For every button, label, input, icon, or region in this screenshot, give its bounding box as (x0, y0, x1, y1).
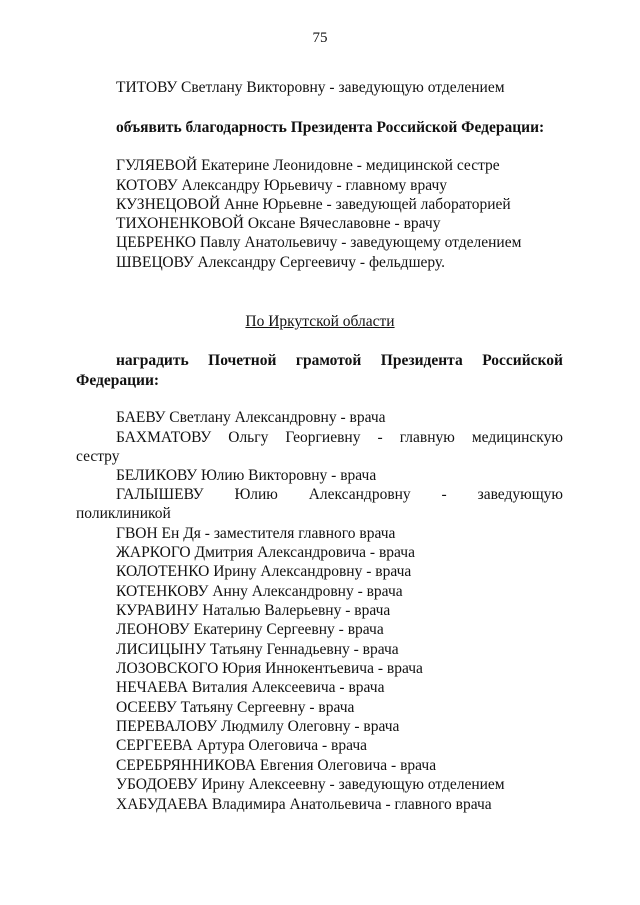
list-item: ТИХОНЕНКОВОЙ Оксане Вячеславовне - врачу (116, 215, 441, 232)
list-item: ПЕРЕВАЛОВУ Людмилу Олеговну - врача (116, 718, 400, 735)
gratitude-heading: объявить благодарность Президента Российской Федерации: (116, 119, 545, 136)
word: Почетной (208, 352, 277, 369)
word: медицинскую (471, 429, 563, 446)
word: заведующую (477, 486, 563, 503)
list-item: ОСЕЕВУ Татьяну Сергеевну - врача (116, 699, 355, 716)
word: - (377, 429, 383, 446)
page-number: 75 (312, 30, 328, 46)
word: ГАЛЫШЕВУ (116, 486, 204, 503)
list-item: ХАБУДАЕВА Владимира Анатольевича - главного врача (116, 796, 492, 813)
list-item: КОТОВУ Александру Юрьевичу - главному врачу (116, 177, 448, 194)
word: Юлию (234, 486, 278, 503)
word: Александровну (308, 486, 411, 503)
list-item: ЛИСИЦЫНУ Татьяну Геннадьевну - врача (116, 641, 399, 658)
word: наградить (116, 352, 189, 369)
list-item-line (116, 485, 563, 504)
list-item: КОЛОТЕНКО Ирину Александровну - врача (116, 563, 412, 580)
word: Президента (380, 352, 463, 369)
list-item: СЕРГЕЕВА Артура Олеговича - врача (116, 737, 368, 754)
word: Георгиевну (285, 429, 361, 446)
list-item-continuation: поликлиникой (76, 505, 171, 522)
word: Российской (482, 352, 563, 369)
award-heading-line (116, 351, 563, 370)
list-item-continuation: сестру (76, 448, 120, 465)
list-item-line (116, 428, 563, 447)
list-item: СЕРЕБРЯННИКОВА Евгения Олеговича - врача (116, 757, 437, 774)
list-item: ГВОН Ен Дя - заместителя главного врача (116, 525, 396, 542)
list-item: КОТЕНКОВУ Анну Александровну - врача (116, 583, 403, 600)
top-entry: ТИТОВУ Светлану Викторовну - заведующую отделением (116, 79, 505, 96)
list-item: ГУЛЯЕВОЙ Екатерине Леонидовне - медицинской сестре (116, 157, 500, 174)
word: главную (399, 429, 455, 446)
list-item: ЛОЗОВСКОГО Юрия Иннокентьевича - врача (116, 660, 423, 677)
list-item: ЖАРКОГО Дмитрия Александровича - врача (116, 544, 415, 561)
list-item: КУЗНЕЦОВОЙ Анне Юрьевне - заведующей лабораторией (116, 196, 511, 213)
list-item: УБОДОЕВУ Ирину Алексеевну - заведующую отделением (116, 776, 505, 793)
word: грамотой (295, 352, 362, 369)
list-item: ШВЕЦОВУ Александру Сергеевичу - фельдшеру. (116, 254, 445, 271)
word: - (441, 486, 447, 503)
word: Ольгу (228, 429, 269, 446)
list-item: КУРАВИНУ Наталью Валерьевну - врача (116, 602, 391, 619)
list-item: ЦЕБРЕНКО Павлу Анатольевичу - заведующему отделением (116, 234, 522, 251)
list-item: БЕЛИКОВУ Юлию Викторовну - врача (116, 467, 377, 484)
list-item: НЕЧАЕВА Виталия Алексеевича - врача (116, 679, 385, 696)
region-heading: По Иркутской области (245, 313, 395, 330)
list-item: БАЕВУ Светлану Александровну - врача (116, 409, 386, 426)
award-heading-continuation: Федерации: (76, 372, 160, 389)
word: БАХМАТОВУ (116, 429, 212, 446)
list-item: ЛЕОНОВУ Екатерину Сергеевну - врача (116, 621, 384, 638)
